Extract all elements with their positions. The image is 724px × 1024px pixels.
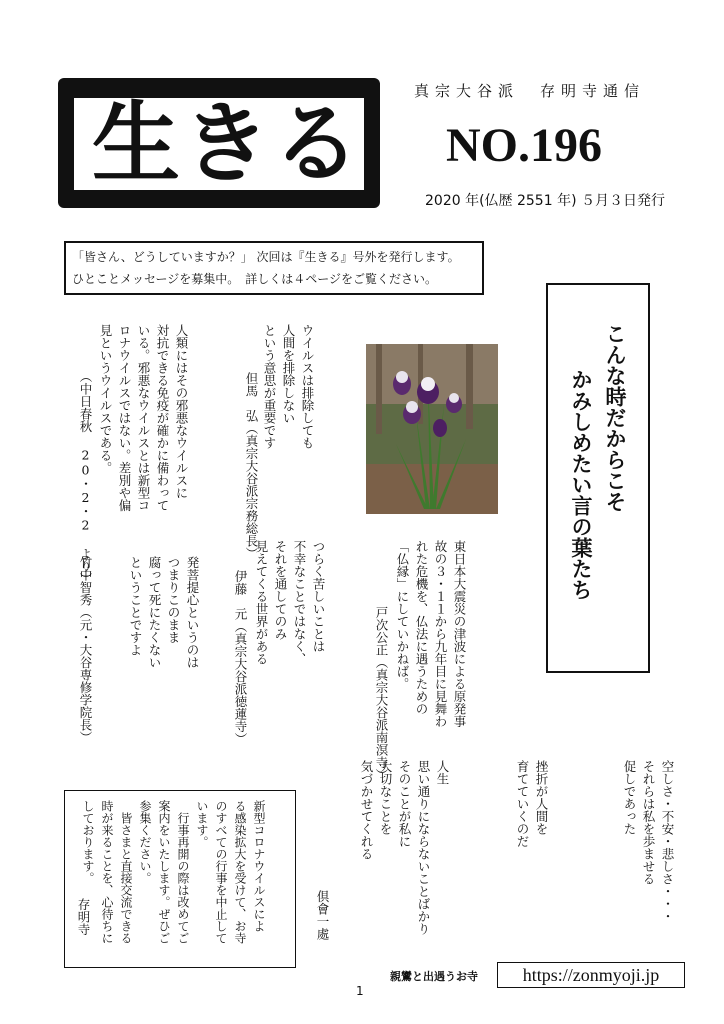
quote-8-author: 倶會一處 (315, 890, 330, 940)
notice-line-1: 「皆さん、どうしていますか？」 次回は『生きる』号外を発行します。 (72, 250, 460, 264)
feature-title-box (546, 283, 650, 673)
notice-box (64, 241, 484, 295)
notice-line-2: ひとことメッセージを募集中。 詳しくは４ページをご覧ください。 (72, 272, 438, 286)
announcement-signature: 存明寺 (76, 898, 91, 936)
quote-4-author: 伊藤 元（真宗大谷派徳蓮寺） (233, 570, 248, 745)
issue-number: NO.196 (446, 119, 602, 172)
publication-section: 真宗大谷派 存明寺通信 (414, 82, 646, 100)
issue-date: 2020 年(仏歴 2551 年) ５月３日発行 (425, 193, 665, 209)
feature-title-line-1: こんな時だからこそ (603, 323, 628, 512)
quote-1-text: ウイルスは排除しても 人間を排除しない という意思が重要です (262, 324, 315, 449)
quote-5-author: 竹中智秀（元・大谷専修学院長） (78, 556, 93, 744)
page-number: 1 (356, 984, 364, 998)
logo-title: 生きる (92, 91, 363, 195)
website-link[interactable]: https://zonmyoji.jp (497, 962, 685, 988)
quote-4-text: つらく苦しいことは 不幸なことではなく、 それを通してのみ 見えてくる世界がある (254, 540, 326, 665)
footer-tagline: 親鸞と出遇うお寺 (390, 970, 478, 983)
quote-6-text: 空しさ・不安・悲しさ・・・ それらは私を歩ませる 促しであった (622, 760, 675, 923)
quote-5-text: 発菩提心というのは つまりこのまま 腐って死にたくない ということですよ (128, 556, 200, 669)
announcement-text: 新型コロナウイルスによ る感染拡大を受けて、お寺 のすべての行事を中止して います。 行事再開の際は改めてご 案内をいたします。ぜひご 参集ください。 皆さまと直接交流できる 時が来ることを、心待ちに しております。 (81, 800, 266, 944)
quote-8-text: 人生 思い通りにならないことばかり そのことが私に 大切なことを 気づかせてくれる (359, 760, 450, 935)
quote-7-text: 挫折が人間を 育てていくのだ (515, 760, 549, 848)
quote-2-source: （中日春秋 20・2・2 より） (78, 370, 93, 585)
iris-photo (366, 344, 498, 514)
quote-3-text: 東日本大震災の津波による原発事 故の３・１１から九年目に見舞わ れた危機を、仏法に遇うための 「仏縁」にしていかねば。 (395, 540, 467, 728)
quote-3-author: 戸次公正（真宗大谷派南溟寺） (374, 606, 389, 781)
quote-2-text: 人類にはその邪悪なウイルスに 対抗できる免疫が確かに備わって いる。邪悪なウイルスとは新型コ ロナウイルスではない。差別や偏 見というウイルスである。 (98, 324, 189, 512)
quote-1-author: 但馬 弘（真宗大谷派宗務総長） (244, 372, 259, 560)
feature-title-line-2: かみしめたい言の葉たち (569, 369, 594, 600)
